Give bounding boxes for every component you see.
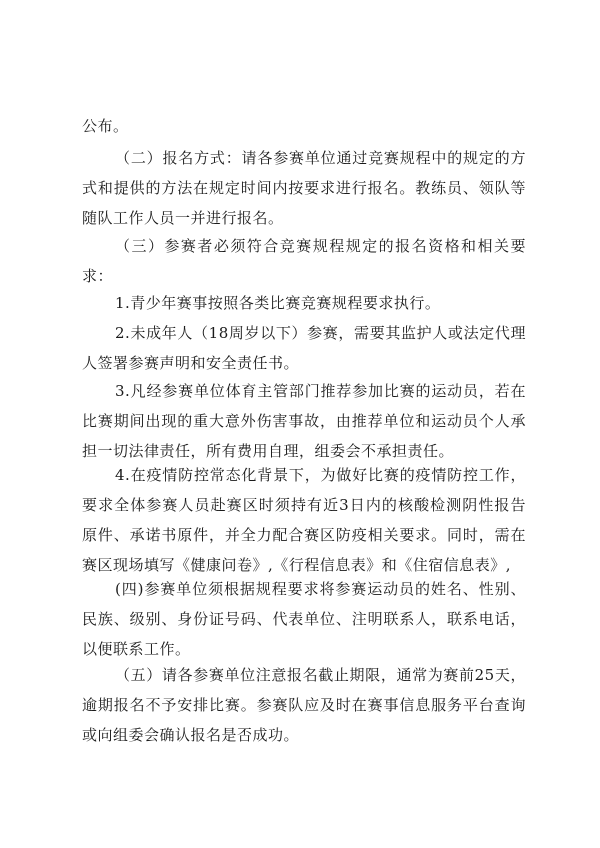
paragraph-continuation: 公布。: [82, 117, 129, 135]
paragraph-registration-method: （二）报名方式：请各参赛单位通过竞赛规程中的规定的方式和提供的方法在规定时间内按要求进行报名。教练员、领队等随队工作人员一并进行报名。: [82, 149, 526, 227]
paragraph-item-3: 3.凡经参赛单位体育主管部门推荐参加比赛的运动员，若在比赛期间出现的重大意外伤害事故，由推荐单位和运动员个人承担一切法律责任，所有费用自理，组委会不承担责任。: [82, 382, 526, 460]
paragraph-item-4: 4.在疫情防控常态化背景下，为做好比赛的疫情防控工作，要求全体参赛人员赴赛区时须持有近3日内的核酸检测阴性报告原件、承诺书原件，并全力配合赛区防疫相关要求。同时，需在赛区现场填写《健康问卷》,《行程信息表》和《住宿信息表》,: [82, 466, 526, 574]
paragraph-item-2: 2.未成年人（18周岁以下）参赛，需要其监护人或法定代理人签署参赛声明和安全责任书。: [82, 324, 526, 372]
paragraph-deadline: （五）请各参赛单位注意报名截止期限，通常为赛前25天，逾期报名不予安排比赛。参赛队应及时在赛事信息服务平台查询或向组委会确认报名是否成功。: [82, 666, 526, 744]
paragraph-athlete-info: (四)参赛单位须根据规程要求将参赛运动员的姓名、性别、民族、级别、身份证号码、代表单位、注明联系人，联系电话，以便联系工作。: [82, 580, 526, 658]
paragraph-item-1: 1.青少年赛事按照各类比赛竞赛规程要求执行。: [115, 294, 441, 312]
paragraph-eligibility: （三）参赛者必须符合竞赛规程规定的报名资格和相关要求：: [82, 237, 526, 285]
